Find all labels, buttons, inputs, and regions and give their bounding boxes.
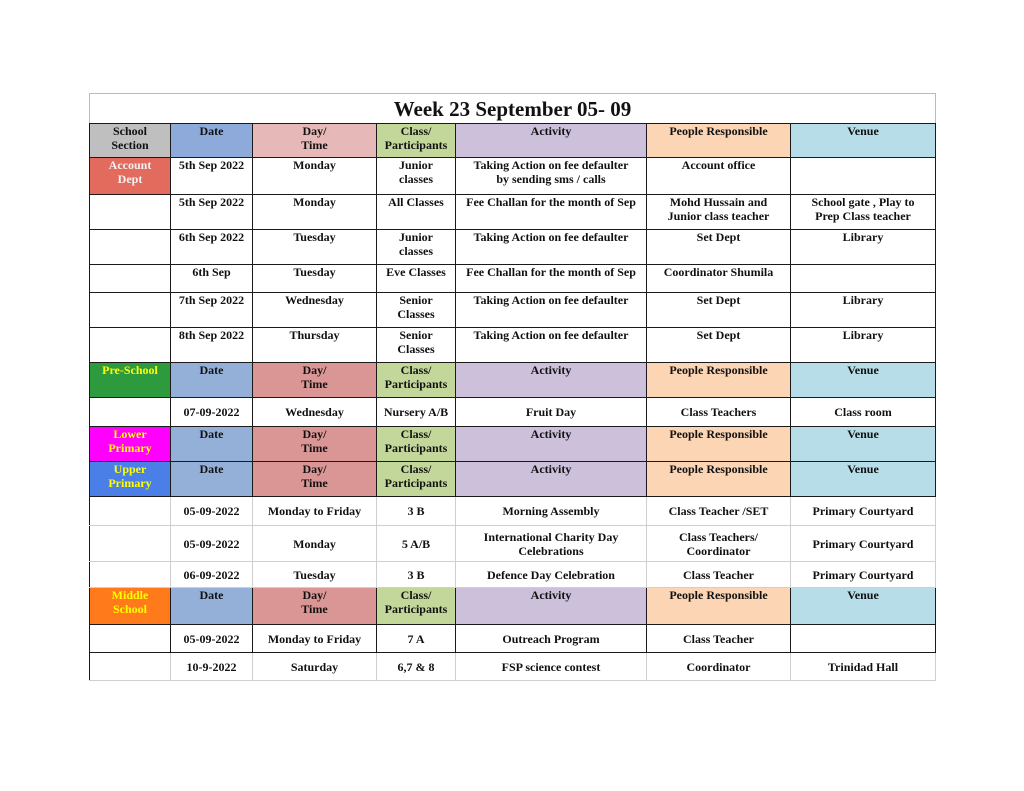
schedule-table [89,93,936,681]
cell-activity: Taking Action on fee defaulter by sending sms / calls [456,158,647,195]
header-venue: Venue [791,124,936,158]
header-day-time: Day/ Time [253,363,377,398]
cell-class: 3 B [377,497,456,526]
cell-day: Tuesday [253,562,377,588]
cell-day: Monday to Friday [253,625,377,653]
cell-day: Monday [253,195,377,230]
table-row [90,497,936,526]
cell-day: Wednesday [253,398,377,427]
header-people-responsible: People Responsible [647,363,791,398]
cell-section [90,562,171,588]
cell-activity: Fruit Day [456,398,647,427]
section-lower-primary: Lower Primary [90,427,171,462]
cell-venue [791,158,936,195]
header-activity: Activity [456,462,647,497]
header-date: Date [171,363,253,398]
cell-class: All Classes [377,195,456,230]
cell-date: 6th Sep 2022 [171,230,253,265]
cell-activity: International Charity Day Celebrations [456,526,647,562]
table-row [90,398,936,427]
cell-class: Senior Classes [377,328,456,363]
cell-day: Monday to Friday [253,497,377,526]
cell-venue [791,265,936,293]
header-people-responsible: People Responsible [647,427,791,462]
cell-section [90,625,171,653]
header-row [90,124,936,158]
cell-day: Monday [253,526,377,562]
cell-people: Class Teacher [647,625,791,653]
section-header-row [90,363,936,398]
cell-day: Thursday [253,328,377,363]
cell-activity: FSP science contest [456,653,647,681]
cell-class: 5 A/B [377,526,456,562]
header-class-participants: Class/ Participants [377,124,456,158]
table-row [90,195,936,230]
cell-class: Junior classes [377,158,456,195]
cell-section [90,653,171,681]
section-account-dept: Account Dept [90,158,171,195]
cell-date: 10-9-2022 [171,653,253,681]
cell-people: Mohd Hussain and Junior class teacher [647,195,791,230]
cell-date: 06-09-2022 [171,562,253,588]
cell-venue: Trinidad Hall [791,653,936,681]
header-people-responsible: People Responsible [647,588,791,625]
header-day-time: Day/ Time [253,588,377,625]
title-row [90,94,936,124]
section-header-row [90,462,936,497]
header-date: Date [171,462,253,497]
cell-venue: Primary Courtyard [791,526,936,562]
header-people-responsible: People Responsible [647,462,791,497]
cell-class: Nursery A/B [377,398,456,427]
cell-section [90,293,171,328]
header-venue: Venue [791,588,936,625]
header-class-participants: Class/ Participants [377,588,456,625]
cell-section [90,230,171,265]
cell-activity: Taking Action on fee defaulter [456,293,647,328]
header-class-participants: Class/ Participants [377,427,456,462]
cell-activity: Taking Action on fee defaulter [456,230,647,265]
cell-people: Account office [647,158,791,195]
cell-section [90,265,171,293]
table-row [90,265,936,293]
page-title: Week 23 September 05- 09 [90,94,936,124]
cell-date: 05-09-2022 [171,526,253,562]
header-activity: Activity [456,588,647,625]
cell-section [90,526,171,562]
cell-people: Class Teacher [647,562,791,588]
cell-date: 5th Sep 2022 [171,195,253,230]
cell-venue: Class room [791,398,936,427]
header-class-participants: Class/ Participants [377,363,456,398]
cell-activity: Morning Assembly [456,497,647,526]
cell-people: Class Teacher /SET [647,497,791,526]
table-row [90,158,936,195]
header-activity: Activity [456,427,647,462]
cell-venue [791,625,936,653]
section-header-row [90,588,936,625]
cell-venue: Primary Courtyard [791,497,936,526]
cell-date: 7th Sep 2022 [171,293,253,328]
section-pre-school: Pre-School [90,363,171,398]
section-header-row [90,427,936,462]
header-day-time: Day/ Time [253,427,377,462]
cell-day: Wednesday [253,293,377,328]
cell-class: 3 B [377,562,456,588]
cell-date: 05-09-2022 [171,625,253,653]
cell-people: Coordinator [647,653,791,681]
cell-activity: Defence Day Celebration [456,562,647,588]
table-row [90,562,936,588]
cell-people: Set Dept [647,293,791,328]
cell-date: 5th Sep 2022 [171,158,253,195]
header-date: Date [171,588,253,625]
header-venue: Venue [791,427,936,462]
header-activity: Activity [456,363,647,398]
cell-section [90,398,171,427]
cell-date: 07-09-2022 [171,398,253,427]
cell-venue: Library [791,328,936,363]
section-middle-school: Middle School [90,588,171,625]
cell-day: Monday [253,158,377,195]
header-activity: Activity [456,124,647,158]
cell-class: Eve Classes [377,265,456,293]
table-row [90,526,936,562]
table-row [90,230,936,265]
cell-class: 6,7 & 8 [377,653,456,681]
cell-activity: Taking Action on fee defaulter [456,328,647,363]
cell-date: 05-09-2022 [171,497,253,526]
header-class-participants: Class/ Participants [377,462,456,497]
cell-class: Junior classes [377,230,456,265]
header-day-time: Day/ Time [253,462,377,497]
table-row [90,293,936,328]
cell-section [90,328,171,363]
header-people-responsible: People Responsible [647,124,791,158]
cell-people: Set Dept [647,328,791,363]
cell-people: Set Dept [647,230,791,265]
cell-venue: Primary Courtyard [791,562,936,588]
header-venue: Venue [791,363,936,398]
cell-class: 7 A [377,625,456,653]
cell-venue: Library [791,293,936,328]
cell-venue: Library [791,230,936,265]
cell-activity: Fee Challan for the month of Sep [456,265,647,293]
table-row [90,625,936,653]
cell-date: 8th Sep 2022 [171,328,253,363]
header-day-time: Day/ Time [253,124,377,158]
cell-activity: Outreach Program [456,625,647,653]
cell-date: 6th Sep [171,265,253,293]
table-row [90,653,936,681]
cell-people: Coordinator Shumila [647,265,791,293]
section-upper-primary: Upper Primary [90,462,171,497]
cell-section [90,195,171,230]
cell-venue: School gate , Play to Prep Class teacher [791,195,936,230]
header-date: Date [171,124,253,158]
table-row [90,328,936,363]
header-date: Date [171,427,253,462]
cell-day: Tuesday [253,230,377,265]
cell-activity: Fee Challan for the month of Sep [456,195,647,230]
header-venue: Venue [791,462,936,497]
cell-day: Tuesday [253,265,377,293]
header-school-section: School Section [90,124,171,158]
cell-people: Class Teachers/ Coordinator [647,526,791,562]
cell-class: Senior Classes [377,293,456,328]
cell-section [90,497,171,526]
cell-people: Class Teachers [647,398,791,427]
cell-day: Saturday [253,653,377,681]
